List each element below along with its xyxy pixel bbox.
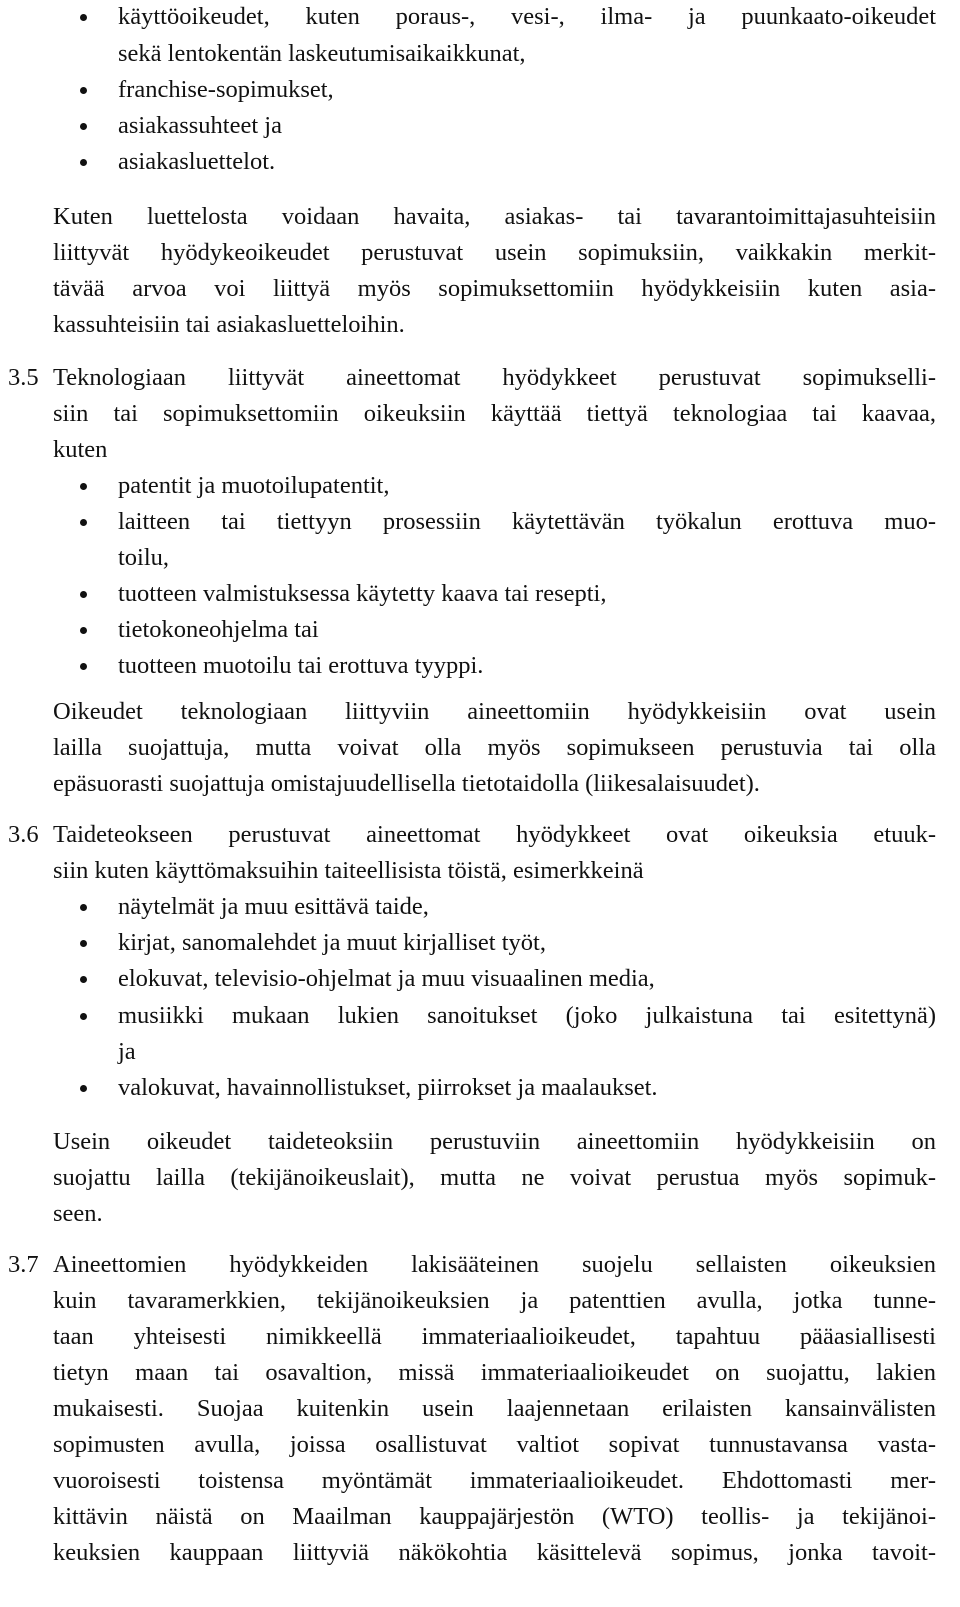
paragraph-line: liittyvät hyödykeoikeudet perustuvat usein sopimuksiin, vaikkakin merkit- xyxy=(53,239,936,266)
list-item: näytelmät ja muu esittävä taide, xyxy=(118,893,429,920)
list-item: franchise-sopimukset, xyxy=(118,76,334,103)
bullet-icon xyxy=(80,940,87,947)
section-line: vuoroisesti toistensa myöntämät immateriaalioikeudet. Ehdottomasti mer- xyxy=(53,1467,936,1494)
bullet-icon xyxy=(80,904,87,911)
section-number: 3.7 xyxy=(8,1251,39,1278)
section-line: Taideteokseen perustuvat aineettomat hyödykkeet ovat oikeuksia etuuk- xyxy=(53,821,936,848)
bullet-icon xyxy=(80,14,87,21)
section-line: tietyn maan tai osavaltion, missä immateriaalioikeudet on suojattu, lakien xyxy=(53,1359,936,1386)
paragraph-line: kassuhteisiin tai asiakasluetteloihin. xyxy=(53,311,405,338)
bullet-icon xyxy=(80,87,87,94)
bullet-icon xyxy=(80,123,87,130)
section-line: sopimusten avulla, joissa osallistuvat valtiot sopivat tunnustavansa vasta- xyxy=(53,1431,936,1458)
bullet-icon xyxy=(80,976,87,983)
bullet-icon xyxy=(80,1013,87,1020)
bullet-icon xyxy=(80,1085,87,1092)
list-item: elokuvat, televisio-ohjelmat ja muu visuaalinen media, xyxy=(118,965,655,992)
bullet-icon xyxy=(80,483,87,490)
paragraph-line: tävää arvoa voi liittyä myös sopimuksettomiin hyödykkeisiin kuten asia- xyxy=(53,275,936,302)
list-item-continuation: toilu, xyxy=(118,544,170,571)
section-line: Aineettomien hyödykkeiden lakisääteinen suojelu sellaisten oikeuksien xyxy=(53,1251,936,1278)
list-item: tuotteen valmistuksessa käytetty kaava tai resepti, xyxy=(118,580,607,607)
list-item: kirjat, sanomalehdet ja muut kirjalliset työt, xyxy=(118,929,546,956)
list-item: patentit ja muotoilupatentit, xyxy=(118,472,390,499)
list-item: tuotteen muotoilu tai erottuva tyyppi. xyxy=(118,652,484,679)
paragraph-line: epäsuorasti suojattuja omistajuudellisella tietotaidolla (liikesalaisuudet). xyxy=(53,770,760,797)
section-line: kuten xyxy=(53,436,108,463)
paragraph-line: seen. xyxy=(53,1200,103,1227)
section-line: siin kuten käyttömaksuihin taiteellisista töistä, esimerkkeinä xyxy=(53,857,644,884)
paragraph-line: Usein oikeudet taideteoksiin perustuviin aineettomiin hyödykkeisiin on xyxy=(53,1128,936,1155)
paragraph-line: Kuten luettelosta voidaan havaita, asiakas- tai tavarantoimittajasuhteisiin xyxy=(53,203,936,230)
section-line: siin tai sopimuksettomiin oikeuksiin käyttää tiettyä teknologiaa tai kaavaa, xyxy=(53,400,936,427)
section-line: taan yhteisesti nimikkeellä immateriaalioikeudet, tapahtuu pääasiallisesti xyxy=(53,1323,936,1350)
section-line: Teknologiaan liittyvät aineettomat hyödykkeet perustuvat sopimukselli- xyxy=(53,364,936,391)
list-item: musiikki mukaan lukien sanoitukset (joko julkaistuna tai esitettynä) xyxy=(118,1002,936,1029)
section-number: 3.5 xyxy=(8,364,39,391)
list-item-continuation: ja xyxy=(118,1038,136,1065)
paragraph-line: Oikeudet teknologiaan liittyviin aineettomiin hyödykkeisiin ovat usein xyxy=(53,698,936,725)
bullet-icon xyxy=(80,519,87,526)
section-line: mukaisesti. Suojaa kuitenkin usein laajennetaan erilaisten kansainvälisten xyxy=(53,1395,936,1422)
bullet-icon xyxy=(80,627,87,634)
bullet-icon xyxy=(80,591,87,598)
list-item: laitteen tai tiettyyn prosessiin käytettävän työkalun erottuva muo- xyxy=(118,508,936,535)
list-item: asiakasluettelot. xyxy=(118,148,276,175)
bullet-icon xyxy=(80,159,87,166)
list-item: valokuvat, havainnollistukset, piirrokset ja maalaukset. xyxy=(118,1074,658,1101)
list-item: tietokoneohjelma tai xyxy=(118,616,319,643)
paragraph-line: suojattu lailla (tekijänoikeuslait), mutta ne voivat perustua myös sopimuk- xyxy=(53,1164,936,1191)
section-line: kuin tavaramerkkien, tekijänoikeuksien ja patenttien avulla, jotka tunne- xyxy=(53,1287,936,1314)
paragraph-line: lailla suojattuja, mutta voivat olla myös sopimukseen perustuvia tai olla xyxy=(53,734,936,761)
list-item: käyttöoikeudet, kuten poraus-, vesi-, ilma- ja puunkaato-oikeudet xyxy=(118,3,936,30)
section-line: keuksien kauppaan liittyviä näkökohtia käsittelevä sopimus, jonka tavoit- xyxy=(53,1539,936,1566)
bullet-icon xyxy=(80,663,87,670)
list-item-continuation: sekä lentokentän laskeutumisaikaikkunat, xyxy=(118,40,526,67)
list-item: asiakassuhteet ja xyxy=(118,112,282,139)
section-number: 3.6 xyxy=(8,821,39,848)
section-line: kittävin näistä on Maailman kauppajärjestön (WTO) teollis- ja tekijänoi- xyxy=(53,1503,936,1530)
